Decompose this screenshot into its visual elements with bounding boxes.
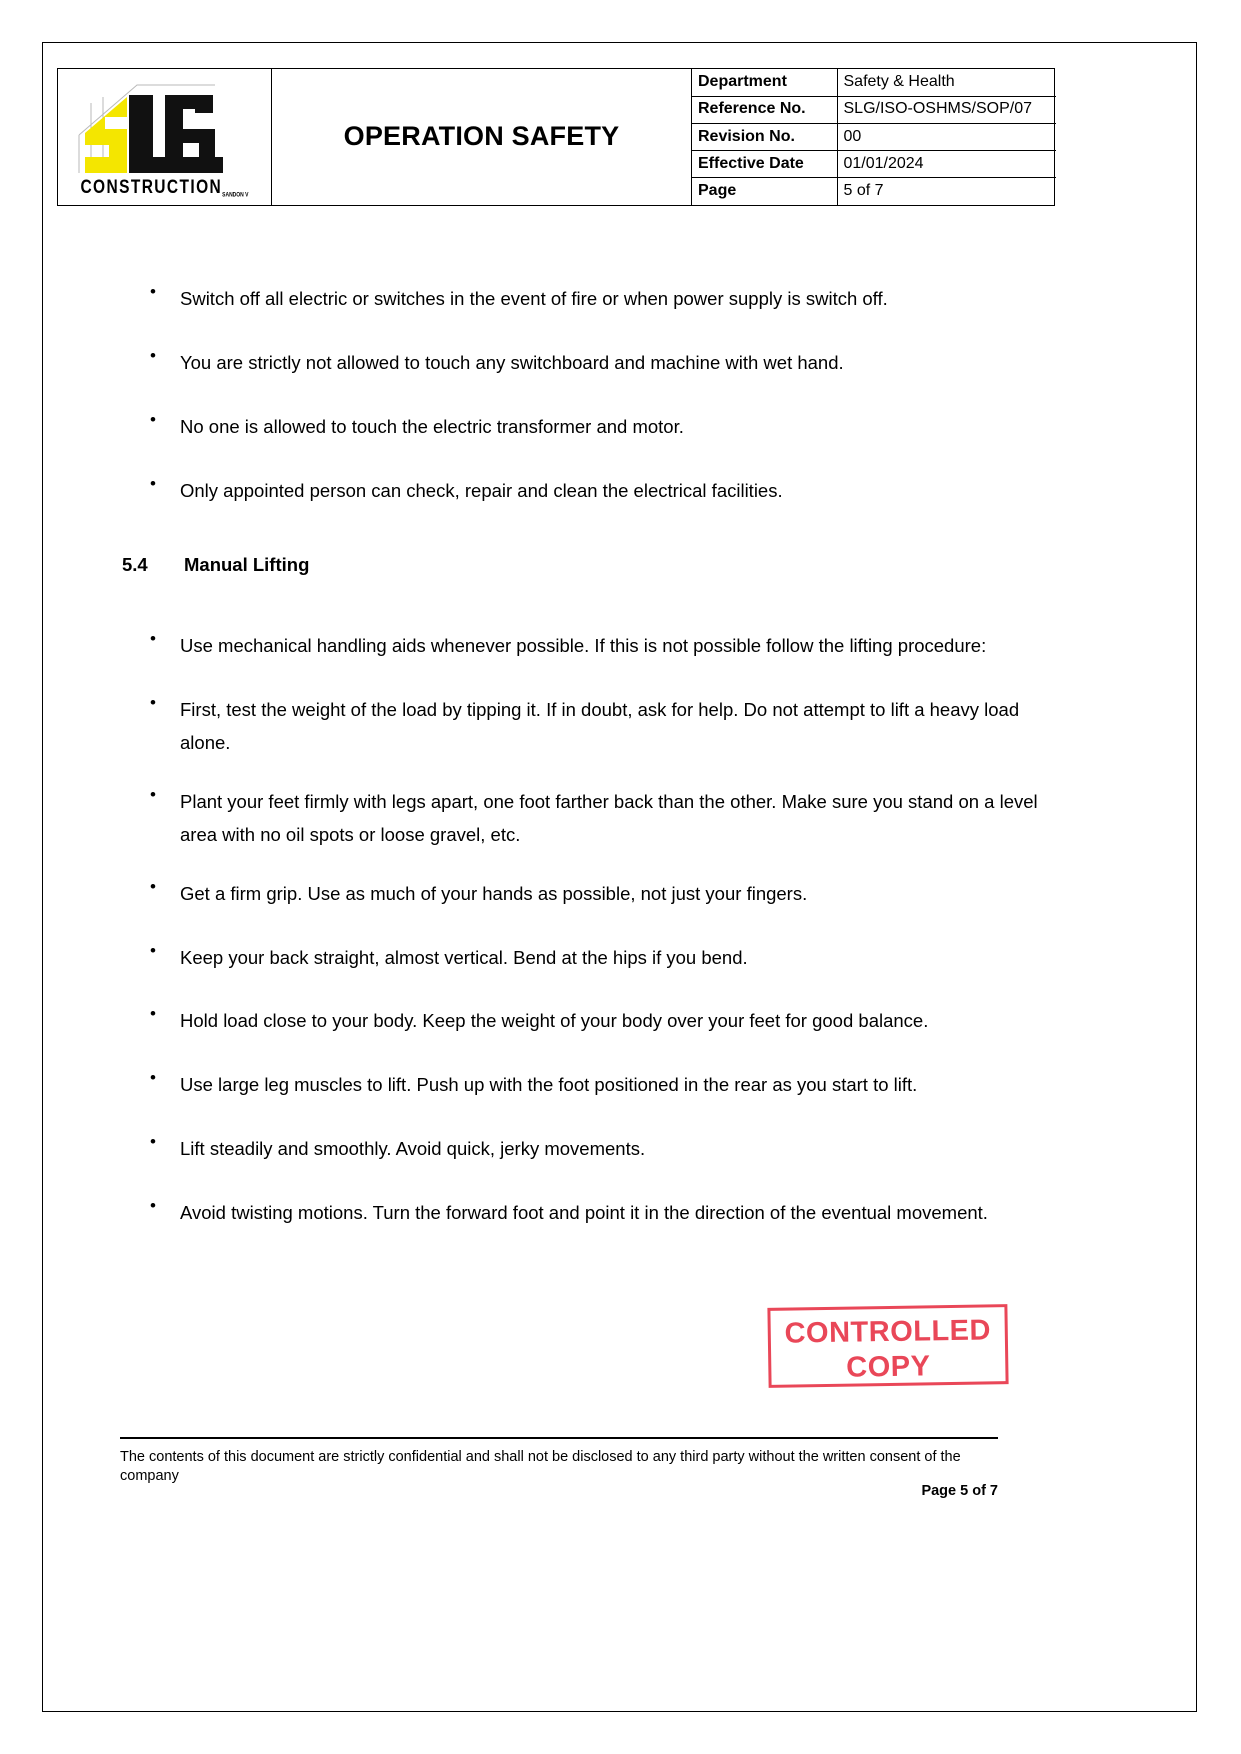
bullet-icon: • (150, 940, 156, 960)
section-title: Manual Lifting (184, 554, 310, 575)
bullet-icon: • (150, 282, 156, 301)
list-item (122, 694, 1042, 760)
list-item-text: Only appointed person can check, repair and clean the electrical facilities. (180, 479, 783, 501)
section-heading-5-4 (122, 554, 309, 576)
controlled-copy-stamp (767, 1304, 1008, 1388)
list-item-text: Plant your feet firmly with legs apart, one foot farther back than the other. Make sure you stand on a level area with no oil spots or loose gravel, etc. (180, 790, 1038, 845)
list-item-text: First, test the weight of the load by tipping it. If in doubt, ask for help. Do not attempt to lift a heavy load alone. (180, 698, 1020, 753)
bullet-icon: • (150, 692, 156, 712)
meta-value-effective-date: 01/01/2024 (837, 151, 1056, 178)
list-item-text: Get a firm grip. Use as much of your hands as possible, not just your fingers. (180, 882, 808, 904)
bullet-icon: • (150, 1196, 156, 1216)
electrical-safety-bullet-list (122, 283, 1042, 508)
manual-lifting-bullet-list (122, 630, 1042, 1230)
list-item-text: Avoid twisting motions. Turn the forward foot and point it in the direction of the eventual movement. (180, 1202, 988, 1224)
footer-confidentiality-note: The contents of this document are strictly confidential and shall not be disclosed to any third party without the written consent of the company (120, 1449, 961, 1485)
bullet-icon: • (150, 345, 156, 365)
list-item (122, 411, 1042, 444)
list-item (122, 347, 1042, 380)
meta-value-revision-no: 00 (837, 123, 1056, 150)
list-item (122, 1133, 1042, 1166)
bullet-icon: • (150, 1068, 156, 1088)
list-item-text: Use mechanical handling aids whenever possible. If this is not possible follow the lifting procedure: (180, 635, 987, 656)
bullet-icon: • (150, 784, 156, 804)
bullet-icon: • (150, 473, 156, 493)
meta-label-department: Department (692, 69, 837, 96)
logo-trademark: SANDON V (222, 191, 249, 199)
stamp-line-2: COPY (845, 1350, 931, 1385)
meta-label-effective-date: Effective Date (692, 151, 837, 178)
list-item (122, 942, 1042, 975)
footer-divider (120, 1437, 998, 1439)
meta-label-revision-no: Revision No. (692, 123, 837, 150)
list-item (122, 786, 1042, 852)
list-item (122, 630, 1042, 663)
bullet-icon: • (150, 1004, 156, 1024)
meta-label-reference-no: Reference No. (692, 96, 837, 123)
list-item (122, 878, 1042, 911)
list-item (122, 475, 1042, 508)
list-item-text: Switch off all electric or switches in the event of fire or when power supply is switch off. (180, 288, 888, 309)
page-title: OPERATION SAFETY (343, 121, 620, 152)
meta-label-page: Page (692, 178, 837, 205)
logo-wordmark-text: CONSTRUCTION (80, 176, 223, 198)
list-item (122, 283, 1042, 316)
section-number: 5.4 (122, 554, 148, 575)
bullet-icon: • (150, 409, 156, 429)
bullet-icon: • (150, 629, 156, 648)
list-item-text: Hold load close to your body. Keep the weight of your body over your feet for good balance. (180, 1010, 929, 1032)
list-item (122, 1069, 1042, 1102)
bullet-icon: • (150, 876, 156, 896)
list-item-text: You are strictly not allowed to touch any switchboard and machine with wet hand. (180, 351, 844, 373)
footer-page-number: Page 5 of 7 (921, 1483, 998, 1499)
list-item (122, 1005, 1042, 1038)
meta-value-page: 5 of 7 (837, 178, 1056, 205)
list-item-text: No one is allowed to touch the electric transformer and motor. (180, 415, 684, 437)
stamp-line-1: CONTROLLED (784, 1314, 992, 1350)
bullet-icon: • (150, 1132, 156, 1152)
list-item (122, 1197, 1042, 1230)
list-item-text: Keep your back straight, almost vertical. Bend at the hips if you bend. (180, 946, 748, 968)
meta-value-reference-no: SLG/ISO-OSHMS/SOP/07 (837, 96, 1056, 123)
list-item-text: Lift steadily and smoothly. Avoid quick, jerky movements. (180, 1138, 646, 1160)
list-item-text: Use large leg muscles to lift. Push up with the foot positioned in the rear as you start to lift. (180, 1074, 918, 1096)
meta-value-department: Safety & Health (837, 69, 1056, 96)
